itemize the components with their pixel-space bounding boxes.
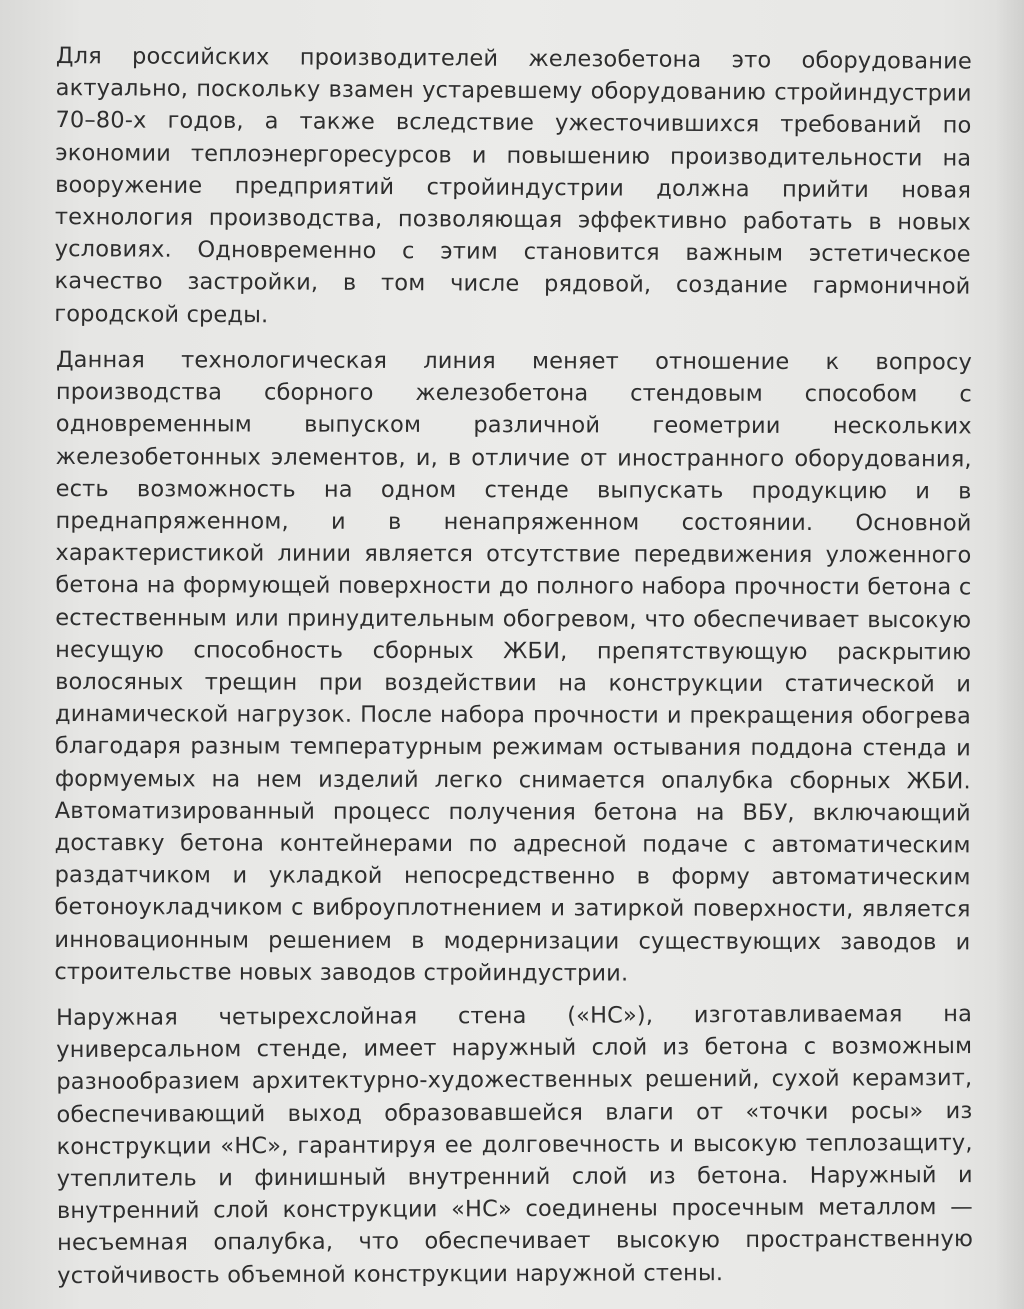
paragraph-1: Для российских производителей железобетона это оборудование актуально, поскольку взамен устаревшему оборудованию стройиндустрии 70–80-х годов, а также вследствие ужесточившихся требований по экономии теплоэнергоресурсов и повышению производительности на вооружение предприятий стройиндустрии должна прийти новая технология производства, позволяющая эффективно работать в новых условиях. Одновременно с этим становится важным эстетическое качество застройки, в том числе рядовой, создание гармоничной городской среды. (54, 42, 972, 328)
paragraph-2: Данная технологическая линия меняет отношение к вопросу производства сборного железобетона стендовым способом с одновременным выпуском различной геометрии нескольких железобетонных элементов, и, в отличие от иностранного оборудования, есть возможность на одном стенде выпускать продукцию и в преднапряженном, и в ненапряженном состоянии. Основной характеристикой линии является отсутствие передвижения уложенного бетона на формующей поверхности до полного набора прочности бетона с естественным или принудительным обогревом, что обеспечивает высокую несущую способность сборных ЖБИ, препятствующую раскрытию волосяных трещин при воздействии на конструкции статической и динамической нагрузок. После набора прочности и прекращения обогрева благодаря разным температурным режимам остывания поддона стенда и формуемых на нем изделий легко снимается опалубка сборных ЖБИ. Автоматизированный процесс получения бетона на ВБУ, включающий доставку бетона контейнерами по адресной подаче с автоматическим раздатчиком и укладкой непосредственно в форму автоматическим бетоноукладчиком с виброуплотнением и затиркой поверхности, является инновационным решением в модернизации существующих заводов и строительстве новых заводов стройиндустрии. (54, 346, 972, 987)
paragraph-3: Наружная четырехслойная стена («НС»), изготавливаемая на универсальном стенде, имеет наружный слой из бетона с возможным разнообразием архитектурно-художественных решений, сухой керамзит, обеспечивающий выход образовавшейся влаги от «точки росы» из конструкции «НС», гарантируя ее долговечность и высокую теплозащиту, утеплитель и финишный внутренний слой из бетона. Наружный и внутренний слой конструкции «НС» соединены просечным металлом — несъемная опалубка, что обеспечивает высокую пространственную устойчивость объемной конструкции наружной стены. (56, 1000, 974, 1289)
